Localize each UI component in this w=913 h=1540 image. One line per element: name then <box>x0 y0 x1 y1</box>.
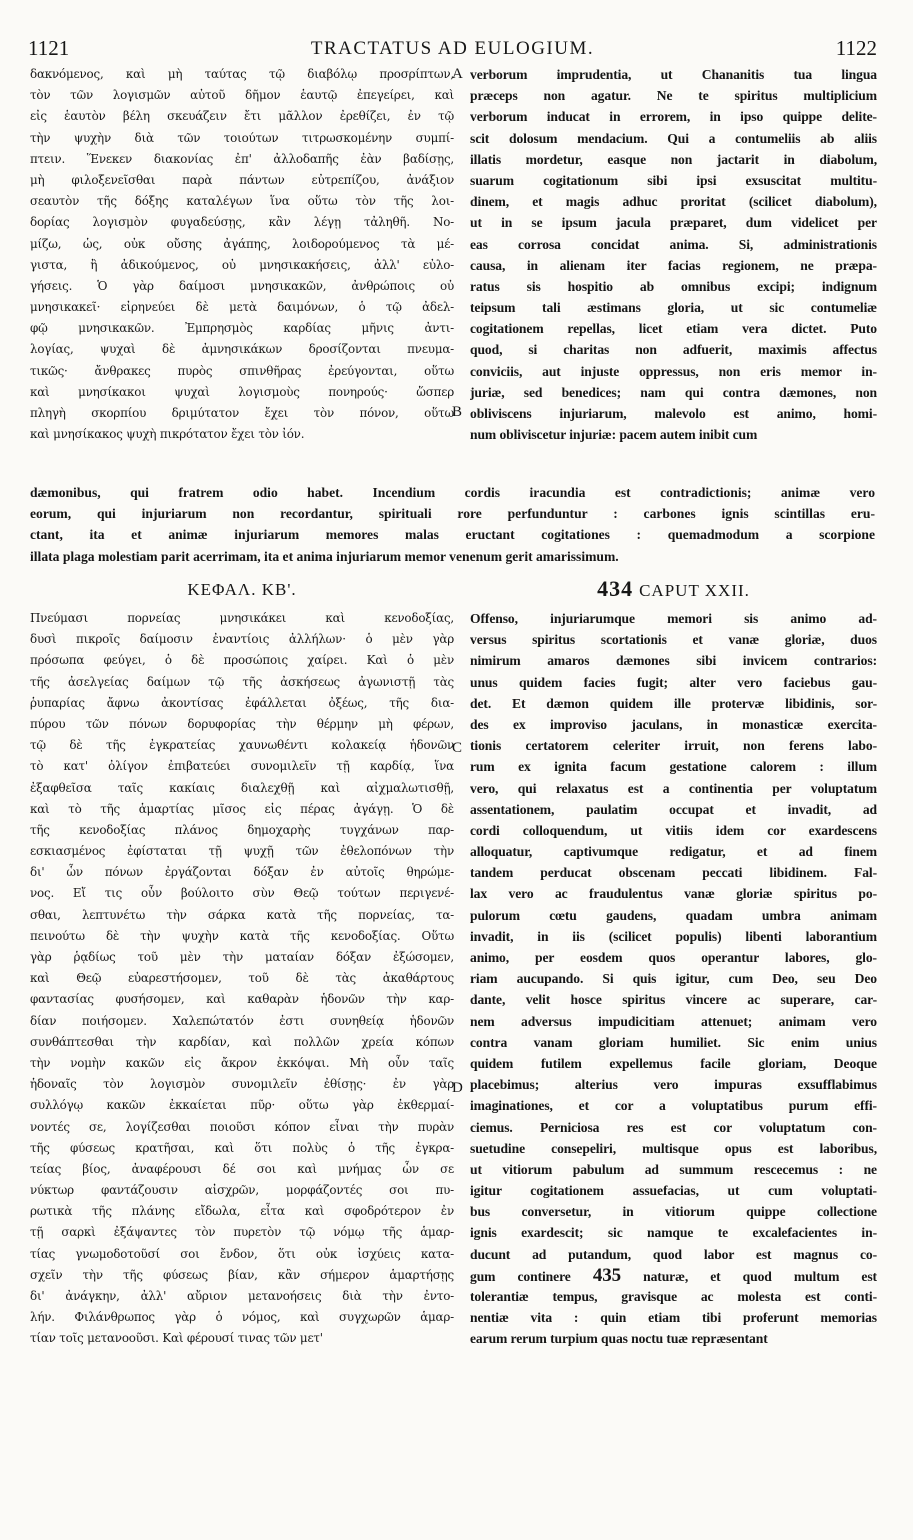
latin-column-bottom <box>470 608 877 1350</box>
latin-text-line: ut vitiorum pabulum ad summum rescecemus : ne <box>470 1161 877 1177</box>
greek-text-line: φαντασίας φυσήσομεν, καὶ καθαρὰν ἡδονῶν τὴν καρ- <box>30 992 454 1007</box>
latin-text-line: igitur cogitationem assuefacias, ut cum voluptati- <box>470 1183 877 1199</box>
greek-text-line: πρόσωπα φεύγει, ὁ δὲ προσώποις χαίρει. Καὶ ὁ μὲν <box>30 653 454 668</box>
greek-text-line: γιστα, ἢ ἀδικούμενος, οὐ μνησικακήσεις, ἀλλ' εὐλο- <box>30 257 454 272</box>
greek-text-line: καὶ τὸ τῆς ἁμαρτίας μῖσος εἰς πέρας ἀγάγῃ. Ὁ δὲ <box>30 801 454 816</box>
latin-text-line: assentationem, paulatim occupat et invadit, ad <box>470 801 877 817</box>
latin-text-line: ducunt ad putandum, quod labor est magnus co- <box>470 1246 877 1262</box>
greek-text-line: συνθάπτεσθαι τὴν καρδίαν, καὶ πολλῶν χρεία κόπων <box>30 1034 454 1049</box>
section-marker-a: A <box>452 66 463 82</box>
latin-text-line: bus conversetur, in vitiorum quippe collectione <box>470 1204 877 1220</box>
latin-text-line: conviciis, aut injuste oppressus, non eris memor in- <box>470 363 877 379</box>
greek-text-line: μίζω, ὡς, οὐκ οὔσης ἀγάπης, λοιδορούμενος τὰ μέ- <box>30 236 454 251</box>
greek-text-line: γήσεις. Ὁ γὰρ δαίμοσι μνησικακῶν, ἀνθρώποις οὐ <box>30 278 454 293</box>
latin-text-line: placebimus; alterius vero impuras exsufflabimus <box>470 1077 877 1093</box>
greek-text-line: πεινούτω δὲ τὴν ψυχὴν κατὰ τῆς κενοδοξίας. Οὕτω <box>30 928 454 943</box>
greek-text-line: γὰρ ῥᾳδίως τοῦ μὲν τὴν ματαίαν δόξαν ἐξώσομεν, <box>30 950 454 964</box>
latin-text-line: dinem, et magis adhuc proritat (scilicet diabolum), <box>470 194 877 210</box>
latin-text-line: earum rerum turpium quas noctu tuæ repræsentant <box>470 1331 768 1347</box>
running-title: TRACTATUS AD EULOGIUM. <box>310 38 595 59</box>
latin-line-part: gum continere <box>470 1268 571 1284</box>
greek-text-line: τῇ σαρκὶ ἐξάψαντες τὸν πυρετὸν τῷ νόμῳ τῆς ἁμαρ- <box>30 1225 454 1240</box>
latin-line-part: naturæ, et quod multum est <box>643 1268 877 1284</box>
greek-text-line: ἐξαφθεῖσα ταῖς κακίαις διαλεχθῇ καὶ αἰχμαλωτισθῇ, <box>30 780 454 795</box>
page-number-left: 1121 <box>28 36 70 60</box>
latin-text-line: nentiæ vita : quin etiam tibi proferunt memorias <box>470 1310 877 1326</box>
latin-text-line <box>470 1265 877 1286</box>
latin-text-line: verborum imprudentia, ut Chananitis tua lingua <box>470 67 877 82</box>
greek-text-line: δι' ὧν πόνων ἐργάζονται δόξαν ἐν αὐτοῖς θηρώμε- <box>30 865 454 880</box>
greek-text-line: δακνόμενος, καὶ μὴ ταύτας τῷ διαβόλῳ προσρίπτων, <box>30 67 454 81</box>
latin-text-line: verborum inducat in errorem, in ipso quippe delite- <box>470 109 877 125</box>
greek-text-line: τὸ κατ' ὀλίγον ἐπιβατεύει συνομιλεῖν τῇ καρδίᾳ, ἵνα <box>30 759 454 774</box>
latin-text-line: nimirum amaros dæmones sibi invicem contrarios: <box>470 653 877 669</box>
latin-text-line: tolerantiæ tempus, gravisque ac molesta est conti- <box>470 1289 877 1304</box>
chapter-title: CAPUT XXII. <box>639 581 750 600</box>
greek-text-line: εἰς ἑαυτὸν βέλη σκευάζειν ἔτι μᾶλλον ἐρεθίζει, ἐν τῷ <box>30 109 454 124</box>
latin-full-width <box>30 482 875 567</box>
latin-text-line: quod, si charitas non adfuerit, maximis affectus <box>470 342 877 358</box>
greek-text-line: ρωτικὰ τῆς πλάνης εἴδωλα, εἶτα καὶ σφοδρότερον ἐν <box>30 1204 454 1219</box>
latin-text-line: illatis mordetur, easque non jactarit in diabolum, <box>470 151 877 167</box>
greek-text-line: μνησικακεῖ· εἰρηνεύει δὲ μετὰ δαιμόνων, ὁ τῷ ἀδελ- <box>30 300 454 315</box>
latin-text-line: quidem futilem expellemus facile gloriam, Deoque <box>470 1055 877 1071</box>
latin-text-line: rum ex ignita facum gestatione calorem : illum <box>470 759 877 775</box>
latin-text-line: dante, velit hosce spiritus vincere ac superare, car- <box>470 992 877 1008</box>
greek-text-line: πύρου τῶν πόνων δορυφορίας τὴν θέρμην μὴ φέρων, <box>30 716 454 731</box>
section-marker-c: C <box>452 740 463 756</box>
latin-text-line: lax vero ac fraudulentus vanæ gloriæ spiritus po- <box>470 886 877 902</box>
latin-text-line: ignis exardescit; sic namque te excalefacientes in- <box>470 1225 877 1241</box>
greek-text-line: μὴ φιλοξενεῖσθαι παρὰ πάντων εὐτρεπίζου, ἀνάξιον <box>30 172 454 187</box>
latin-text-line: causa, in alienam iter facias regionem, ne præpa- <box>470 257 877 273</box>
greek-text-line: τῆς ἀσελγείας δαίμων τῷ τῆς ἀσκήσεως ἀγωνιστῇ τὰς <box>30 674 454 689</box>
latin-text-line: cogitationem repellas, licet etiam vera dictet. Puto <box>470 321 877 337</box>
greek-text-line: δι' ἀνάγκην, ἀλλ' αὔριον μετανοήσεις διὰ τὴν ἐντο- <box>30 1289 454 1303</box>
latin-full-line: eorum, qui injuriarum non recordantur, spirituali rore perfunduntur : carbones ignis scintillas eru- <box>30 506 875 522</box>
greek-text-line: τίας γνωμοδοτοῦσί σοι ἔνδον, ὅτι οὐκ ἰσχύεις κατα- <box>30 1246 454 1261</box>
greek-text-line: φῷ μνησικακῶν. Ἐμπρησμὸς καρδίας μῆνις ἀντι- <box>30 321 454 336</box>
latin-text-line: tionis certatorem celeriter irruit, non ferens labo- <box>470 738 877 754</box>
latin-text-line: pulorum cœtu gaudens, quadam umbra animam <box>470 907 877 923</box>
greek-text-line: λογίας, ψυχαὶ δὲ ἀμνησικάκων δροσίζονται πνευμα- <box>30 342 454 357</box>
latin-text-line: imaginationes, et cor a voluptatibus purum effi- <box>470 1098 877 1114</box>
latin-chapter-heading <box>470 576 877 602</box>
greek-text-line: πληγὴ σκορπίου δριμύτατον ἔχει τὸν πόνον, οὕτω <box>30 406 454 420</box>
latin-text-line: suarum cogitationum sibi ipsi exsuscitat multitu- <box>470 172 877 188</box>
greek-text-line: τῆς κενοδοξίας πλάνος δημοχαρὴς τυγχάνων παρ- <box>30 822 454 837</box>
greek-text-line: δυσὶ πικροῖς δαίμοσιν ἐναντίοις ἀλλήλων· ὁ μὲν γὰρ <box>30 632 454 647</box>
latin-text-line: vero, qui relaxatus est a continentia per voluptatum <box>470 780 877 796</box>
greek-text-line: λήν. Φιλάνθρωπος γὰρ ὁ νόμος, καὶ συγχωρῶν ἁμαρ- <box>30 1310 454 1325</box>
greek-text-line: ῥυπαρίας ἄφνω ἀκοντίσας ἐφάλλεται ὀξέως, τῆς δια- <box>30 695 454 710</box>
greek-text-line: τίαν τοῖς μετανοοῦσι. Καὶ φέρουσί τινας τῶν μετ' <box>30 1331 323 1346</box>
section-marker-d: D <box>452 1080 463 1096</box>
latin-text-line: ciemus. Perniciosa res est cor voluptatum con- <box>470 1119 877 1135</box>
latin-text-line: num obliviscetur injuriæ: pacem autem inibit cum <box>470 427 758 443</box>
greek-text-line: ἡδοναῖς τὸν λογισμὸν συνομιλεῖν ἐθίσῃς· ἐν γὰρ <box>30 1077 454 1092</box>
greek-text-line: σχεῖν τὴν τῆς φύσεως βίαν, κἂν σήμερον ἁμαρτήσῃς <box>30 1267 454 1282</box>
latin-text-line: des ex improviso jaculans, in monasticæ exercita- <box>470 716 877 732</box>
greek-text-line: δορίας λογισμὸν φυγαδεύσῃς, κἂν λέγῃ τἀληθῆ. Νο- <box>30 215 454 230</box>
latin-full-line: illata plaga molestiam parit acerrimam, ita et anima injuriarum memor venenum gerit amarissimum. <box>30 548 619 564</box>
chapter-column-number: 434 <box>597 576 634 601</box>
greek-text-line: πτειν. Ἕνεκεν διακονίας ἐπ' ἀλλοδαπῆς ἐὰν βαδίσῃς, <box>30 151 454 166</box>
greek-text-line: Πνεύμασι πορνείας μνησικάκει καὶ κενοδοξίας, <box>30 611 454 625</box>
latin-text-line: ut in se ipsum jacula præparet, dum videlicet per <box>470 215 877 231</box>
greek-text-line: συλλόγῳ κακῶν ἐκκαίεται πῦρ· οὕτω γὰρ ἐκθερμαί- <box>30 1098 454 1113</box>
greek-text-line: τὴν ψυχὴν διὰ τῶν τοιούτων τιτρωσκομένην συμπί- <box>30 130 454 145</box>
greek-text-line: νύκτωρ φαντάζουσιν αἰσχρῶν, μορφάζοντές σοι πυ- <box>30 1183 454 1198</box>
latin-full-line: dæmonibus, qui fratrem odio habet. Incendium cordis iracundia est contradictionis; animæ vero <box>30 485 875 500</box>
latin-text-line: alloquatur, captivumque redigatur, et ad finem <box>470 844 877 860</box>
inline-column-number: 435 <box>592 1264 622 1286</box>
greek-text-line: νος. Εἴ τις οὖν βούλοιτο σὺν Θεῷ τούτων περιγενέ- <box>30 886 454 901</box>
latin-text-line: versus spiritus scortationis et vanæ gloriæ, duos <box>470 632 877 648</box>
greek-text-line: τὸν τῶν λογισμῶν αὐτοῦ δῆμον ἑαυτῷ ἐπεγείρει, καὶ <box>30 88 454 103</box>
latin-text-line: tandem perducat obscenam peccati libidinem. Fal- <box>470 865 877 881</box>
section-marker-b: B <box>452 404 463 420</box>
page-number-right: 1122 <box>835 36 877 60</box>
latin-text-line: invadit, in iis (scilicet populis) libenti laborantium <box>470 928 877 944</box>
latin-text-line: det. Et dæmon quidem ille protervæ libidinis, sor- <box>470 695 877 711</box>
latin-text-line: Offenso, injuriarumque memori sis animo ad- <box>470 611 877 626</box>
greek-text-line: καὶ μνησίκακος ψυχὴ πικρότατον ἔχει τὸν ἰόν. <box>30 427 305 442</box>
greek-text-line: τείας βίος, ἀναφέρουσι δέ σοι καὶ μνήμας ὧν σε <box>30 1161 454 1176</box>
latin-text-line: ratus sis hospitio ab omnibus excipi; indignum <box>470 278 877 294</box>
latin-text-line: eas corrosa concidat anima. Si, administrationis <box>470 236 877 252</box>
latin-column-top <box>470 64 877 445</box>
latin-text-line: nem adversus impudicitiam attenuet; animam vero <box>470 1013 877 1029</box>
greek-text-line: καὶ μνησίκακοι ψυχαὶ λογισμοὺς πονηρούς· ὥσπερ <box>30 384 454 399</box>
latin-text-line: animo, per eosdem quos operantur labores, glo- <box>470 950 877 965</box>
greek-text-line: τικῶς· ἄνθρακες πυρὸς σπινθῆρας ἐρεύγονται, οὕτω <box>30 363 454 378</box>
latin-text-line: juriæ, sed benedices; nam qui contra dæmones, non <box>470 384 877 400</box>
greek-text-line: καὶ Θεῷ εὐαρεστήσομεν, τοῦ δὲ τὰς ἀκαθάρτους <box>30 971 454 986</box>
latin-text-line: teipsum tali æstimans gloria, ut sic contumeliæ <box>470 300 877 316</box>
running-head <box>28 36 877 64</box>
greek-text-line: τὴν νομὴν κακῶν εἰς ἄκρον ἐκκόψαι. Μὴ οὖν ταῖς <box>30 1055 454 1070</box>
greek-text-line: σεαυτὸν τῆς δόξης καταλέγων ἵνα οὕτω τὸν τῆς λοι- <box>30 194 454 209</box>
greek-text-line: νοντές σε, λογίζεσθαι ποιοῦσι κόπον εἶναι τὴν πυρὰν <box>30 1119 454 1134</box>
latin-text-line: riam aucupando. Si quis igitur, cum Deo, seu Deo <box>470 971 877 987</box>
latin-text-line: obliviscens injuriarum, malevolo est animo, homi- <box>470 406 877 421</box>
greek-chapter-heading: ΚΕΦΑΛ. ΚΒ'. <box>187 580 297 599</box>
greek-text-line: σθαι, λεπτυνέτω τὴν σάρκα κατὰ τῆς πορνείας, τα- <box>30 907 454 922</box>
latin-text-line: cordi colloquendum, ut vitiis idem cor exardescens <box>470 822 877 838</box>
greek-column-bottom <box>30 608 454 1350</box>
latin-text-line: unus quidem facies fugit; alter vero faciebus gau- <box>470 674 877 690</box>
greek-text-line: δίαν ποιήσομεν. Χαλεπώτατόν ἐστι συνηθείᾳ ἡδονῶν <box>30 1013 454 1028</box>
latin-text-line: scit dolosum mendacium. Qui a contumeliis ab aliis <box>470 130 877 146</box>
latin-text-line: præceps non agatur. Ne te spiritus multiplicium <box>470 88 877 104</box>
latin-text-line: suetudine consepeliri, multisque opus est laboribus, <box>470 1140 877 1156</box>
greek-text-line: εσκιασμένος ἐφίσταται τῇ ψυχῇ τῶν ἐθελοπόνων τὴν <box>30 844 454 859</box>
latin-text-line: contra vanam gloriam humiliet. Sic enim unius <box>470 1034 877 1050</box>
greek-column-top <box>30 64 454 445</box>
greek-text-line: τῷ δὲ τῆς ἐγκρατείας χαυνωθέντι κολακείᾳ ἡδονῶν <box>30 738 454 753</box>
greek-text-line: τῆς φύσεως κρατῆσαι, καὶ ὅτι πολὺς ὁ τῆς ἐγκρα- <box>30 1140 454 1155</box>
latin-full-line: ctant, ita et animæ injuriarum memores malas eructant cogitationes : quemadmodum a scorpione <box>30 527 875 543</box>
